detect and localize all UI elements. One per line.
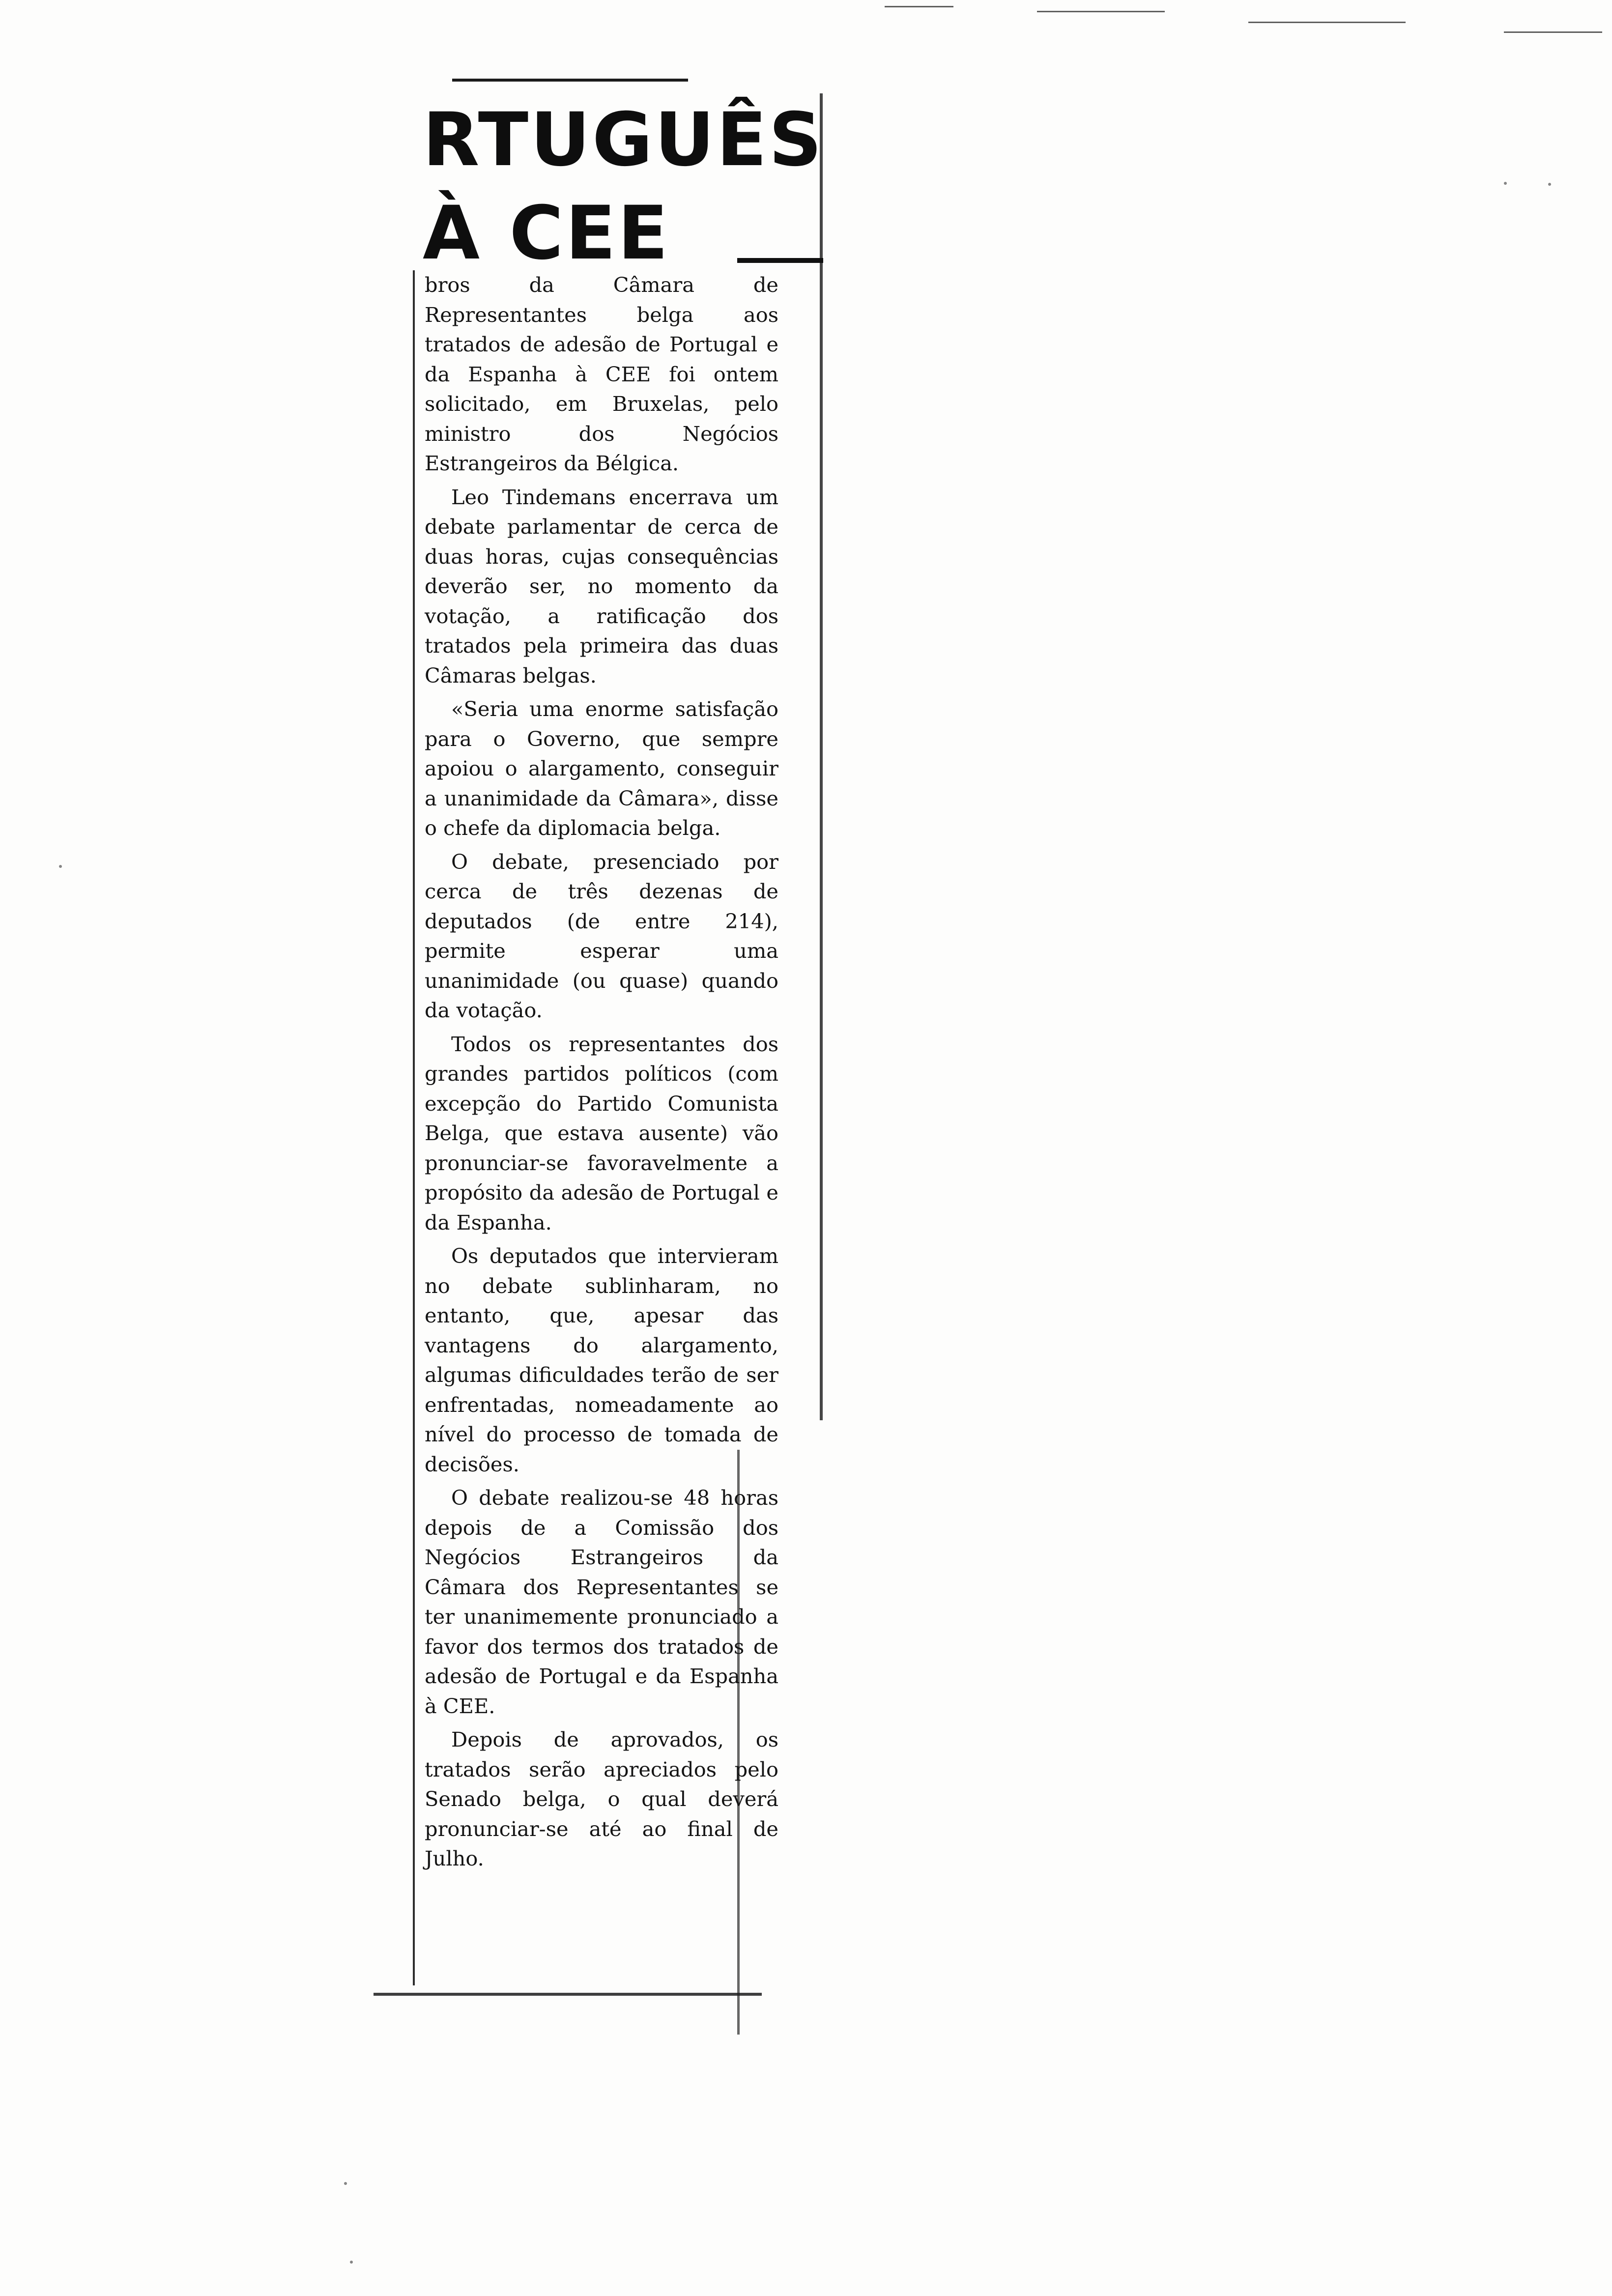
scan-artifact-line: [1037, 11, 1165, 12]
headline-line-2: À CEE: [423, 191, 670, 276]
scan-artifact-speck: [1548, 183, 1551, 186]
scan-artifact-line: [1248, 22, 1406, 23]
clipping-bottom-rule: [374, 1993, 762, 1996]
clipping-top-rule: [452, 79, 688, 82]
newspaper-clipping: [393, 74, 826, 2005]
headline-rule: [737, 258, 823, 263]
clipping-cut-edge: [820, 93, 823, 1420]
article-headline: [423, 97, 826, 276]
article-paragraph: «Seria uma enorme satisfação para o Governo, que sempre apoiou o alargamento, conseguir a unanimidade da Câmara», disse o chefe da diplomacia belga.: [425, 697, 778, 840]
scan-artifact-speck: [350, 2261, 353, 2264]
article-paragraph: Depois de aprovados, os tratados serão apreciados pelo Senado belga, o qual deverá pronunciar-se até ao final de Julho.: [425, 1727, 778, 1870]
article-paragraph: Leo Tindemans encerrava um debate parlamentar de cerca de duas horas, cujas consequências deverão ser, no momento da votação, a ratificação dos tratados pela primeira das duas Câmaras belgas.: [425, 485, 778, 688]
article-paragraph: O debate realizou-se 48 horas depois de a Comissão dos Negócios Estrangeiros da Câmara dos Representantes se ter unanimemente pronunciado a favor dos termos dos tratados de adesão de Portugal e da Espanha à CEE.: [425, 1486, 778, 1718]
article-paragraph: O debate, presenciado por cerca de três dezenas de deputados (de entre 214), permite esperar uma unanimidade (ou quase) quando da votação.: [425, 849, 778, 1022]
scan-artifact-line: [1504, 31, 1602, 33]
scan-artifact-speck: [1504, 182, 1507, 185]
scan-artifact-speck: [344, 2182, 347, 2185]
scan-artifact-speck: [59, 865, 62, 868]
article-body: [413, 270, 778, 1985]
scan-artifact-line: [885, 6, 953, 7]
headline-line-1: RTUGUÊS: [423, 97, 824, 183]
article-paragraph: Todos os representantes dos grandes partidos políticos (com excepção do Partido Comunista Belga, que estava ausente) vão pronunciar-se favoravelmente a propósito da adesão de Portugal e da Espanha.: [425, 1032, 778, 1234]
article-paragraph: bros da Câmara de Representantes belga aos tratados de adesão de Portugal e da Espanha à CEE foi ontem solicitado, em Bruxelas, pelo ministro dos Negócios Estrangeiros da Bélgica.: [425, 273, 778, 475]
article-paragraph: Os deputados que intervieram no debate sublinharam, no entanto, que, apesar das vantagens do alargamento, algumas dificuldades terão de ser enfrentadas, nomeadamente ao nível do processo de tomada de decisões.: [425, 1244, 778, 1476]
